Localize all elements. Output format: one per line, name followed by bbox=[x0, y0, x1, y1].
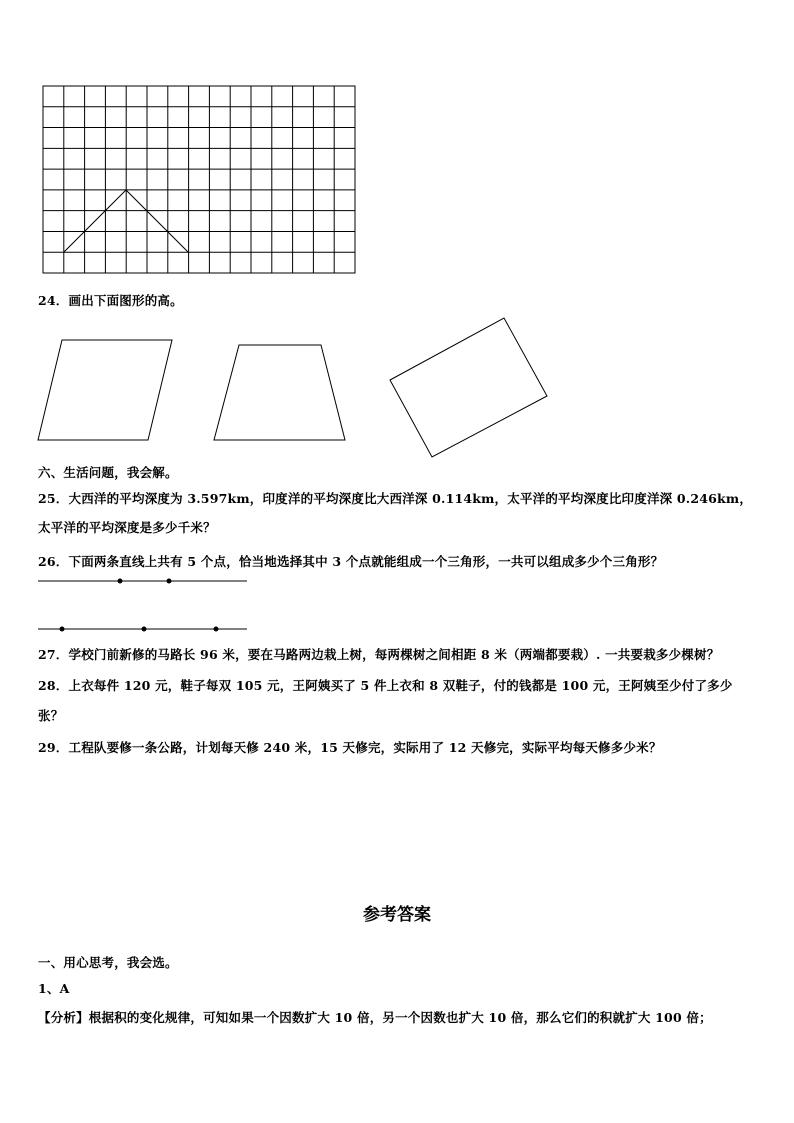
question-25-line2: 太平洋的平均深度是多少千米？ bbox=[38, 520, 216, 535]
question-24: 24．画出下面图形的高。 bbox=[38, 293, 183, 308]
question-29: 29．工程队要修一条公路，计划每天修 240 米，15 天修完，实际用了 12 天修完，实际平均每天修多少米？ bbox=[38, 740, 662, 755]
trapezoid-shape bbox=[214, 345, 345, 440]
parallelogram-shape bbox=[38, 340, 172, 440]
point bbox=[167, 579, 172, 584]
question-26: 26．下面两条直线上共有 5 个点，恰当地选择其中 3 个点就能组成一个三角形，一共可以组成多少个三角形？ bbox=[38, 554, 664, 569]
question-28-line2: 张？ bbox=[38, 708, 64, 723]
section-6-heading: 六、生活问题，我会解。 bbox=[38, 465, 178, 480]
rotated-rectangle-shape bbox=[390, 318, 547, 457]
grid-lines bbox=[43, 86, 355, 273]
answer-1-analysis: 【分析】根据积的变化规律，可知如果一个因数扩大 10 倍，另一个因数也扩大 10 倍，那么它们的积就扩大 100 倍； bbox=[38, 1010, 712, 1025]
question-25-line1: 25．大西洋的平均深度为 3.597km，印度洋的平均深度比大西洋深 0.114km，太平洋的平均深度比印度洋深 0.246km， bbox=[38, 491, 753, 506]
question-28-line1: 28．上衣每件 120 元，鞋子每双 105 元，王阿姨买了 5 件上衣和 8 双鞋子，付的钱都是 100 元，王阿姨至少付了多少 bbox=[38, 678, 733, 693]
answers-section-1: 一、用心思考，我会选。 bbox=[38, 955, 178, 970]
point bbox=[214, 627, 219, 632]
answer-1: 1、A bbox=[38, 981, 70, 996]
answers-title: 参考答案 bbox=[363, 905, 431, 925]
question-27: 27．学校门前新修的马路长 96 米，要在马路两边栽上树，每两棵树之间相距 8 米（两端都要栽）. 一共要栽多少棵树？ bbox=[38, 647, 720, 662]
point bbox=[60, 627, 65, 632]
point bbox=[118, 579, 123, 584]
point bbox=[142, 627, 147, 632]
grid-figure bbox=[43, 86, 355, 273]
two-lines-with-points bbox=[38, 579, 247, 632]
grid-border bbox=[43, 86, 355, 273]
